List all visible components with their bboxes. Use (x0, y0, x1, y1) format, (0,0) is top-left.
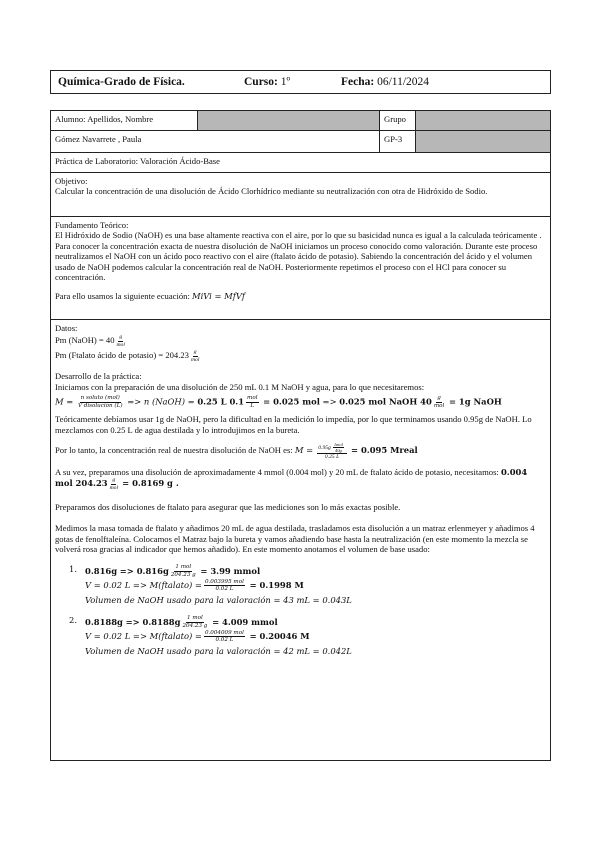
eq1-frac-num: n soluto (mol) (80, 395, 120, 402)
eq1-part3: 0.025 mol NaOH 40 (339, 396, 432, 407)
m1-mass-frac-den: 204.23 g (170, 571, 196, 578)
real-conc-inner-num: 1mol (333, 442, 343, 448)
date-field (341, 76, 429, 88)
measurement-1-volume (85, 578, 546, 593)
student-name-value: Gómez Navarrete , Paula (55, 134, 142, 144)
data-label: Datos: (55, 323, 78, 333)
procedure-text: Medimos la masa tomada de ftalato y añadimos 20 mL de agua destilada, trasladamos esta disolución a un matraz erlenmeyer y añadimos 4 gotas de fenolftaleína. Colocamos el Matraz bajo la bureta y vamos añadiendo base hasta la neutralización (en este momento la mezcla se volverá rosa gracias al indicador que hemos añadido). En este momento anotamos el volumen de base usado: (55, 523, 535, 555)
development-intro: Iniciamos con la preparación de una disolución de 250 mL 0.1 M NaOH y agua, para lo que necesitaremos: (55, 381, 425, 392)
theory-label: Fundamento Teórico: (55, 220, 129, 230)
ftalato-paragraph (55, 467, 546, 491)
m1-vol-frac-den: 0.02 L (215, 586, 234, 593)
m1-vol-line: V = 0.02 L => M(ftalato) = (85, 580, 202, 591)
m1-mass-a: 0.816g (85, 565, 118, 576)
data-row (51, 320, 550, 760)
real-concentration-line: Por lo tanto, la concentración real de nuestra disolución de NaOH es: M = 0.95g $\frac{\text{1mol}}{40g}$ 0.25 L = 0.095 Mreal (55, 442, 418, 461)
m2-vol-frac-num: 0.004009 mol (204, 629, 244, 636)
practice-title: Práctica de Laboratorio: Valoración Ácido-Base (55, 156, 220, 166)
measurement-1-mass (85, 564, 546, 579)
m1-mass-result: = 3.99 mmol (200, 565, 261, 576)
m2-mass-frac-den: 204.23 g (182, 622, 208, 629)
objective-text: Calcular la concentración de una disolución de Ácido Clorhídrico mediante su neutralización con otra de Hidróxido de Sodio. (55, 186, 488, 197)
student-value-row (51, 131, 550, 153)
development-label: Desarrollo de la práctica: (55, 371, 142, 382)
course-label: Curso: (244, 76, 278, 88)
real-conc-num: 0.95g (318, 444, 331, 451)
eq1-frac3-den: mol (433, 402, 445, 409)
pm-naoh-unit-den: mol (116, 341, 125, 348)
real-conc-inner-den: 40g (334, 448, 342, 454)
pm-naoh-label: Pm (NaOH) = 40 (55, 335, 115, 346)
course-field (244, 76, 341, 88)
measurement-2-mass (85, 615, 546, 630)
equation-intro: Para ello usamos la siguiente ecuación: (55, 291, 190, 302)
eq1-arrow2: => (322, 396, 337, 407)
eq1-frac3-num: g (437, 395, 441, 402)
student-name-grey-cell (197, 111, 379, 130)
m2-vol-result: = 0.20046 M (249, 631, 310, 642)
student-header-row (51, 111, 550, 131)
m1-vol-frac-num: 0.003995 mol (204, 578, 244, 585)
m2-mass-result: = 4.009 mmol (212, 616, 278, 627)
real-conc-result: = 0.095 Mreal (351, 445, 418, 456)
student-name-label: Alumno: Apellidos, Nombre (55, 114, 154, 124)
concentration-equation (55, 395, 546, 409)
eq1-part4: = 1g NaOH (448, 396, 502, 407)
equation-formula: MiVi = MfVf (192, 291, 245, 302)
eq1-arrow1: => n (NaOH) = (127, 396, 195, 407)
m1-mass-b: => 0.816g (119, 565, 169, 576)
ftalato-unit-den: mol (109, 484, 118, 491)
group-grey-cell (415, 111, 550, 130)
document-header (50, 70, 551, 94)
measurement-2-naoh: Volumen de NaOH usado para la valoración = 42 mL = 0.042L (85, 645, 352, 656)
eq1-part1: 0.25 L 0.1 (197, 396, 245, 407)
pm-ftalato (55, 348, 546, 363)
measurement-item-1 (55, 564, 546, 607)
practice-title-row (51, 153, 550, 173)
date-value: 06/11/2024 (377, 76, 430, 88)
group-value: GP-3 (379, 131, 415, 152)
measurement-2-index: 2. (69, 614, 77, 625)
m2-mass-b: => 0.8188g (125, 616, 181, 627)
eq1-part2: = 0.025 mol (263, 396, 320, 407)
objective-label: Objetivo: (55, 176, 88, 186)
course-value: 1º (280, 76, 291, 88)
m1-vol-result: = 0.1998 M (249, 580, 304, 591)
eq1-frac2-den: L (250, 402, 255, 409)
two-solutions-text: Preparamos dos disoluciones de ftalato para asegurar que las mediciones son lo más exactas posible. (55, 502, 401, 512)
practice-sheet-table (50, 110, 551, 761)
group-value-grey-cell (415, 131, 550, 152)
measurement-1-index: 1. (69, 563, 77, 574)
m1-mass-frac-num: 1 mol (175, 564, 192, 571)
pm-naoh-unit-num: g (119, 334, 123, 341)
objective-row (51, 173, 550, 217)
m2-mass-a: 0.8188g (85, 616, 123, 627)
m2-vol-line: V = 0.02 L => M(ftalato) = (85, 631, 202, 642)
ftalato-calc: 0.004 mol 204.23 (55, 466, 528, 488)
ftalato-result: = 0.8169 g . (122, 477, 179, 488)
measurement-item-2 (55, 615, 546, 658)
pm-ftalato-label: Pm (Ftalato ácido de potasio) = 204.23 (55, 350, 189, 361)
theory-equation-line (55, 291, 546, 301)
pm-naoh (55, 333, 546, 348)
pm-ftalato-unit-num: g (193, 349, 197, 356)
subject-title: Química-Grado de Física. (58, 76, 185, 88)
theory-text: El Hidróxido de Sodio (NaOH) es una base altamente reactiva con el aire, por lo que su basicidad nunca es igual a la calculada teóricamente . Para conocer la concentración exacta de nuestra disolución de NaOH iniciamos un proceso conocido como valoración. Durante este proceso neutralizamos el NaOH con un ácido poco reactivo con el aire (ftalato ácido de potasio). Sabiendo la concentración del ácido y el volumen usado de NaOH podemos calcular la concentración real de NaOH. Posteriormente repetimos el proceso con el HCl para conocer su concentración. (55, 230, 542, 283)
eq1-m: M = (55, 396, 74, 407)
group-label: Grupo (379, 111, 415, 130)
ftalato-paragraph-text: A su vez, preparamos una disolución de aproximadamente 4 mmol (0.004 mol) y 20 mL de ftalato ácido de potasio, necesitamos: (55, 466, 499, 477)
real-conc-intro: Por lo tanto, la concentración real de nuestra disolución de NaOH es: (55, 445, 293, 456)
m2-vol-frac-den: 0.02 L (215, 637, 234, 644)
measurement-2-volume (85, 629, 546, 644)
eq1-frac-den: V disolución (L) (77, 402, 123, 409)
pm-ftalato-unit-den: mol (190, 356, 200, 363)
theory-row (51, 217, 550, 320)
measurement-1-naoh: Volumen de NaOH usado para la valoración = 43 mL = 0.043L (85, 594, 352, 605)
date-label: Fecha: (341, 76, 375, 88)
eq1-frac2-num: mol (247, 395, 258, 402)
real-conc-den: 0.25 L (324, 454, 340, 461)
theory-mass-paragraph: Teóricamente debíamos usar 1g de NaOH, pero la dificultad en la medición lo impedía, por lo que terminamos usando 0.95g de NaOH. Lo mezclamos con 0.25 L de agua destilada y lo introdujimos en la bureta. (55, 414, 532, 435)
m2-mass-frac-num: 1 mol (187, 615, 203, 622)
ftalato-unit-num: g (112, 477, 116, 483)
